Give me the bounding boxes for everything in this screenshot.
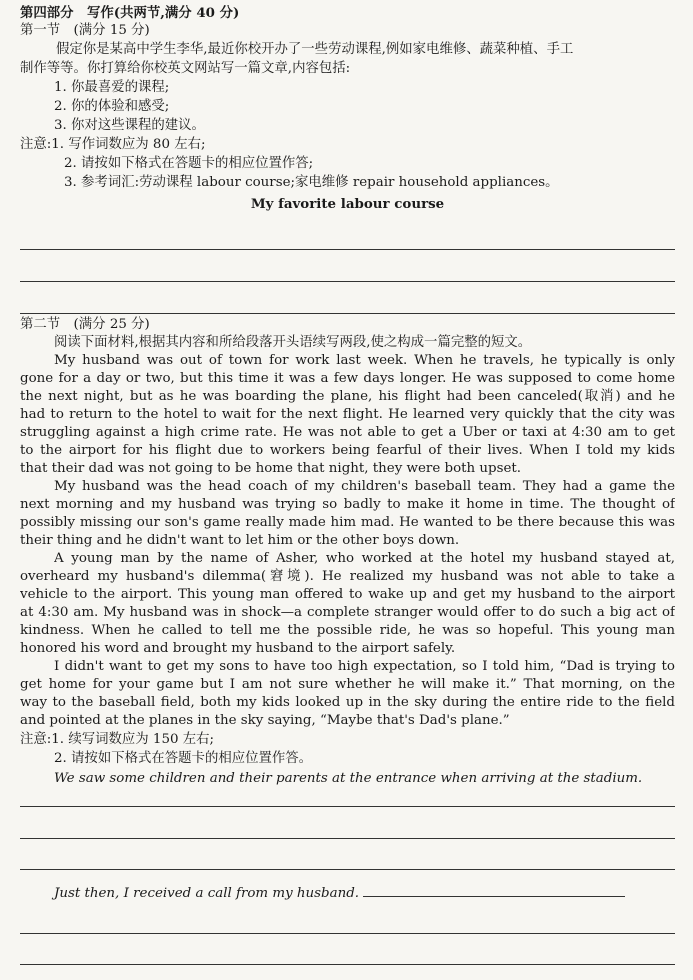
- point-2: 2. 你的体验和感受;: [54, 99, 170, 114]
- answer-line: [20, 281, 675, 282]
- section2-title: 第二节 (满分 25 分): [20, 317, 150, 332]
- passage-line: overheard my husband's dilemma(窘境). He realized my husband was not able to take a: [20, 569, 675, 584]
- passage-line: I didn't want to get my sons to have too high expectation, so I told him, “Dad is trying to: [54, 659, 675, 674]
- passage-line: A young man by the name of Asher, who worked at the hotel my husband stayed at,: [54, 551, 675, 566]
- note-2: 2. 请按如下格式在答题卡的相应位置作答;: [64, 156, 314, 171]
- point-1: 1. 你最喜爱的课程;: [54, 80, 170, 95]
- part-heading: 第四部分 写作(共两节,满分 40 分): [20, 5, 240, 21]
- answer-line: [20, 933, 675, 934]
- section2-intro: 阅读下面材料,根据其内容和所给段落开头语续写两段,使之构成一篇完整的短文。: [54, 335, 532, 350]
- note-3: 3. 参考词汇:劳动课程 labour course;家电维修 repair household appliances。: [64, 175, 559, 190]
- passage-line: had to return to the hotel to wait for the next flight. He learned very quickly that the city was: [20, 407, 675, 422]
- point-3: 3. 你对这些课程的建议。: [54, 118, 205, 133]
- passage-line: struggling against a high crime rate. He was not able to get a Uber or taxi at 4:30 am to get: [20, 425, 675, 440]
- passage-line: My husband was the head coach of my children's baseball team. They had a game the: [54, 479, 675, 494]
- section2-note-2: 2. 请按如下格式在答题卡的相应位置作答。: [54, 751, 313, 766]
- passage-line: their thing and he didn't want to let him or the other boys down.: [20, 533, 460, 548]
- section1-title: 第一节 (满分 15 分): [20, 23, 150, 38]
- section2-note-1: 注意:1. 续写词数应为 150 左右;: [20, 732, 215, 747]
- passage-line: honored his word and brought my husband to the airport safely.: [20, 641, 456, 656]
- passage-line: My husband was out of town for work last week. When he travels, he typically is only: [54, 353, 675, 368]
- passage-line: and pointed at the planes in the sky saying, “Maybe that's Dad's plane.”: [20, 713, 510, 728]
- note-1: 注意:1. 写作词数应为 80 左右;: [20, 137, 206, 152]
- passage-line: next morning and my husband was trying so badly to make it home in time. The thought of: [20, 497, 675, 512]
- answer-blank: [363, 896, 625, 897]
- passage-line: vehicle to the airport. This young man offered to wake up and get my husband to the airport: [20, 587, 675, 602]
- answer-line: [20, 806, 675, 807]
- passage-line: way to the baseball field, both my kids looked up in the sky during the entire ride to the field: [20, 695, 675, 710]
- passage-line: the next night, but as he was boarding the plane, his flight had been canceled(取消) and he: [20, 389, 675, 404]
- passage-line: kindness. When he called to tell me the possible ride, he was so hopeful. This young man: [20, 623, 675, 638]
- passage-line: get home for your game but I am not sure whether he will make it.” That morning, on the: [20, 677, 675, 692]
- passage-line: to the airport for his flight due to workers being fearful of their lives. When I told my kids: [20, 443, 675, 458]
- paragraph-opener-2: Just then, I received a call from my husband.: [54, 886, 360, 901]
- answer-line: [20, 964, 675, 965]
- passage-line: gone for a day or two, but this time it was a few days longer. He was supposed to come home: [20, 371, 675, 386]
- answer-line: [20, 869, 675, 870]
- essay-title: My favorite labour course: [250, 196, 445, 212]
- prompt-line-1: 假定你是某高中学生李华,最近你校开办了一些劳动课程,例如家电维修、蔬菜种植、手工: [56, 42, 574, 57]
- passage-line: that their dad was not going to be home that night, they were both upset.: [20, 461, 522, 476]
- passage-line: at 4:30 am. My husband was in shock—a complete stranger would offer to do such a big act of: [20, 605, 675, 620]
- answer-line: [20, 249, 675, 250]
- passage-line: possibly missing our son's game really made him mad. He wanted to be there because this was: [20, 515, 675, 530]
- paragraph-opener-1: We saw some children and their parents at the entrance when arriving at the stadium.: [54, 771, 643, 786]
- prompt-line-2: 制作等等。你打算给你校英文网站写一篇文章,内容包括:: [20, 61, 351, 76]
- opener-2-row: [54, 885, 675, 903]
- answer-line: [20, 838, 675, 839]
- answer-line: [20, 313, 675, 314]
